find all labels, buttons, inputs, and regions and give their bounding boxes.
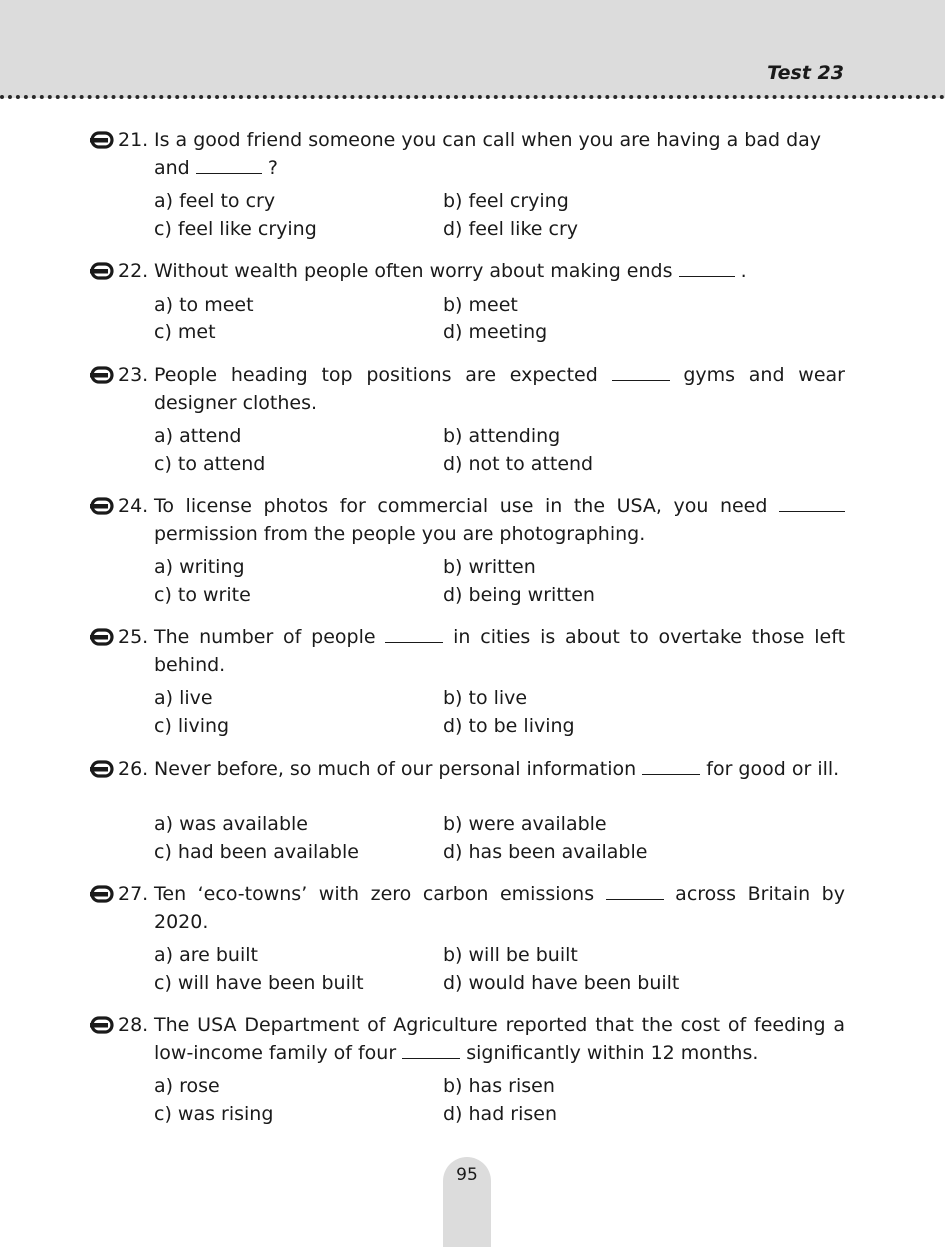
question-text-part: People heading top positions are expected (154, 364, 598, 386)
option-d: d) meeting (443, 321, 548, 343)
question-text (154, 257, 845, 285)
option-a: a) was available (154, 813, 308, 835)
question-text-part: in cities is about to overtake those left behind. (154, 626, 846, 676)
option-a: a) are built (154, 944, 258, 966)
answer-blank (642, 756, 700, 775)
question-text-part: The number of people (154, 626, 376, 648)
option-c: c) living (154, 715, 230, 737)
arrow-bullet-icon (90, 884, 114, 904)
arrow-bullet-icon (90, 759, 114, 779)
option-b: b) attending (443, 425, 561, 447)
question-text (154, 880, 845, 936)
question-number: 26. (118, 758, 149, 780)
option-d: d) to be living (443, 715, 575, 737)
option-c: c) met (154, 321, 216, 343)
question-text-part: . (740, 260, 747, 282)
option-b: b) will be built (443, 944, 578, 966)
question-number: 24. (118, 495, 149, 517)
option-d: d) feel like cry (443, 218, 579, 240)
option-d: d) would have been built (443, 972, 680, 994)
option-c: c) to write (154, 584, 251, 606)
question-number: 23. (118, 364, 149, 386)
question-text-part: Without wealth people often worry about making ends (154, 260, 673, 282)
question-text-part: and (154, 157, 190, 179)
option-c: c) had been available (154, 841, 359, 863)
question-text (154, 126, 845, 154)
arrow-bullet-icon (90, 130, 114, 150)
question-number: 25. (118, 626, 149, 648)
option-d: d) has been available (443, 841, 648, 863)
question-text-part: To license photos for commercial use in the USA, you need (154, 495, 768, 517)
arrow-bullet-icon (90, 261, 114, 281)
answer-blank (606, 881, 664, 900)
page-number: 95 (456, 1165, 478, 1185)
question-text-part: permission from the people you are photographing. (154, 523, 646, 545)
question-text-part: significantly within 12 months. (466, 1042, 759, 1064)
test-title: Test 23 (767, 62, 844, 84)
question-text-part: Ten ‘eco-towns’ with zero carbon emissions (154, 883, 595, 905)
question-number: 21. (118, 129, 149, 151)
question-text (154, 623, 845, 679)
option-c: c) feel like crying (154, 218, 317, 240)
question-text (154, 755, 845, 783)
option-a: a) rose (154, 1075, 220, 1097)
arrow-bullet-icon (90, 496, 114, 516)
option-d: d) being written (443, 584, 595, 606)
question-number: 28. (118, 1014, 149, 1036)
question-text-part: Never before, so much of our personal information (154, 758, 637, 780)
option-b: b) to live (443, 687, 528, 709)
option-b: b) meet (443, 294, 518, 316)
answer-blank (402, 1040, 460, 1059)
option-d: d) not to attend (443, 453, 594, 475)
option-c: c) was rising (154, 1103, 274, 1125)
question-text-continued (154, 154, 845, 182)
option-a: a) feel to cry (154, 190, 276, 212)
question-text-part: gyms and wear designer clothes. (154, 364, 845, 414)
option-b: b) written (443, 556, 536, 578)
option-b: b) were available (443, 813, 607, 835)
option-c: c) will have been built (154, 972, 364, 994)
question-text (154, 492, 845, 548)
option-c: c) to attend (154, 453, 266, 475)
answer-blank (779, 493, 845, 512)
question-text-part: across Britain by 2020. (154, 883, 845, 933)
option-b: b) feel crying (443, 190, 569, 212)
arrow-bullet-icon (90, 627, 114, 647)
option-a: a) writing (154, 556, 245, 578)
question-text-part: for good or ill. (706, 758, 840, 780)
arrow-bullet-icon (90, 365, 114, 385)
option-d: d) had risen (443, 1103, 558, 1125)
answer-blank (196, 155, 262, 174)
question-text (154, 1011, 845, 1067)
question-text-part: ? (267, 157, 278, 179)
question-number: 27. (118, 883, 149, 905)
arrow-bullet-icon (90, 1015, 114, 1035)
question-text-line: Is a good friend someone you can call when you are having a bad day (154, 129, 822, 151)
answer-blank (385, 624, 443, 643)
question-text (154, 361, 845, 417)
option-a: a) live (154, 687, 213, 709)
option-a: a) attend (154, 425, 242, 447)
answer-blank (612, 362, 670, 381)
question-text-part: The USA Department of Agriculture reported that the cost of feeding a low-income family of four (154, 1014, 845, 1064)
question-number: 22. (118, 260, 149, 282)
option-a: a) to meet (154, 294, 254, 316)
dotted-divider (0, 95, 945, 99)
answer-blank (679, 258, 735, 277)
option-b: b) has risen (443, 1075, 555, 1097)
